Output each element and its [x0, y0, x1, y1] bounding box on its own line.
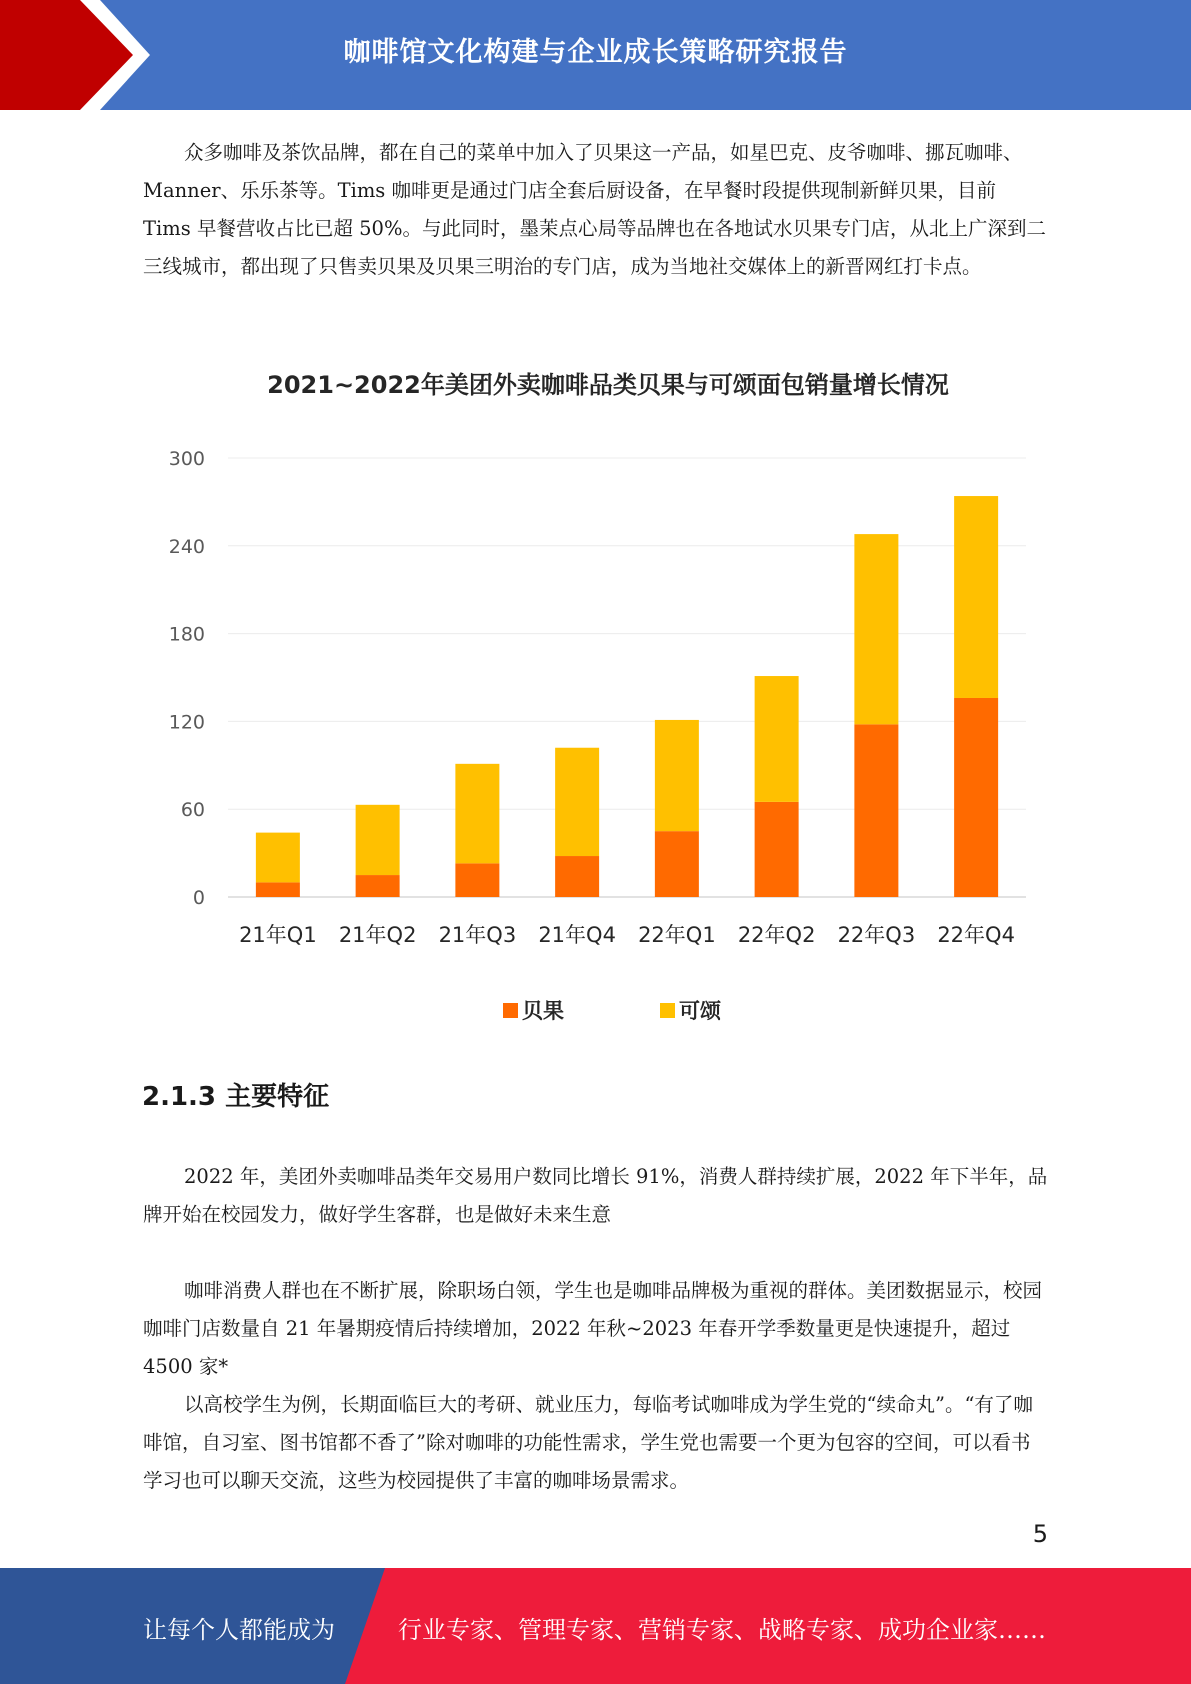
footer-slogan-left: 让每个人都能成为	[143, 1616, 335, 1644]
x-tick-label: 21年Q1	[239, 923, 317, 947]
x-tick-label: 21年Q3	[438, 923, 517, 947]
y-tick-label: 300	[168, 448, 205, 470]
y-tick-label: 60	[180, 799, 205, 822]
bar-bagel	[755, 802, 799, 897]
chart-bars	[256, 496, 998, 897]
report-title: 咖啡馆文化构建与企业成长策略研究报告	[343, 37, 848, 68]
x-tick-label: 21年Q2	[338, 923, 417, 947]
y-tick-label: 180	[168, 623, 205, 646]
x-tick-label: 22年Q4	[937, 923, 1015, 947]
bar-croissant	[954, 496, 998, 698]
bar-croissant	[256, 833, 300, 883]
bar-bagel	[256, 882, 300, 897]
bar-bagel	[954, 698, 998, 897]
x-tick-label: 22年Q3	[837, 923, 916, 947]
bar-croissant	[455, 764, 499, 864]
chart-title: 2021~2022年美团外卖咖啡品类贝果与可颂面包销量增长情况	[267, 371, 949, 399]
body-paragraph-2: 2022 年，美团外卖咖啡品类年交易用户数同比增长 91%，消费人群持续扩展，2022 年下半年，品牌开始在校园发力，做好学生客群，也是做好未来生意	[143, 1165, 1048, 1226]
page-number: 5	[1032, 1520, 1048, 1548]
bar-croissant	[555, 748, 599, 856]
y-tick-label: 0	[192, 887, 205, 909]
chart-legend	[503, 999, 722, 1023]
y-tick-label: 120	[168, 711, 205, 734]
legend-swatch	[660, 1003, 675, 1018]
bar-croissant	[655, 720, 699, 831]
chart-gridlines	[228, 458, 1026, 897]
chart-y-axis	[169, 448, 205, 909]
legend-swatch	[503, 1003, 518, 1018]
sales-growth-chart	[143, 360, 1053, 1040]
x-tick-label: 21年Q4	[538, 923, 616, 947]
bar-croissant	[356, 805, 400, 875]
x-tick-label: 22年Q1	[638, 923, 716, 947]
bar-bagel	[655, 831, 699, 897]
legend-label: 贝果	[522, 999, 564, 1023]
body-paragraph-4: 以高校学生为例，长期面临巨大的考研、就业压力，每临考试咖啡成为学生党的“续命丸”。“有了咖啡馆，自习室、图书馆都不香了”除对咖啡的功能性需求，学生党也需要一个更为包容的空间，可以看书学习也可以聊天交流，这些为校园提供了丰富的咖啡场景需求。	[143, 1393, 1033, 1492]
legend-label: 可颂	[679, 999, 721, 1023]
bar-bagel	[555, 856, 599, 897]
page-header	[0, 0, 1191, 110]
body-paragraph-3: 咖啡消费人群也在不断扩展，除职场白领，学生也是咖啡品牌极为重视的群体。美团数据显示，校园咖啡门店数量自 21 年暑期疫情后持续增加，2022 年秋~2023 年春开学季数量更是快速提升，超过 4500 家*	[143, 1279, 1043, 1378]
bar-croissant	[755, 676, 799, 802]
bar-bagel	[455, 863, 499, 897]
bar-bagel	[356, 875, 400, 897]
bar-croissant	[854, 534, 898, 724]
chart-x-axis	[239, 923, 1015, 947]
x-tick-label: 22年Q2	[737, 923, 816, 947]
footer-slogan-right: 行业专家、管理专家、营销专家、战略专家、成功企业家……	[398, 1616, 1046, 1644]
body-paragraph-1: 众多咖啡及茶饮品牌，都在自己的菜单中加入了贝果这一产品，如星巴克、皮爷咖啡、挪瓦咖啡、Manner、乐乐茶等。Tims 咖啡更是通过门店全套后厨设备，在早餐时段提供现制新鲜贝果，目前 Tims 早餐营收占比已超 50%。与此同时，墨茉点心局等品牌也在各地试水贝果专门店，从北上广深到二三线城市，都出现了只售卖贝果及贝果三明治的专门店，成为当地社交媒体上的新晋网红打卡点。	[143, 141, 1046, 278]
bar-bagel	[854, 724, 898, 897]
y-tick-label: 240	[168, 535, 205, 558]
section-heading: 2.1.3 主要特征	[142, 1082, 330, 1112]
page-footer	[0, 1568, 1191, 1684]
chart-svg	[143, 360, 1053, 1040]
